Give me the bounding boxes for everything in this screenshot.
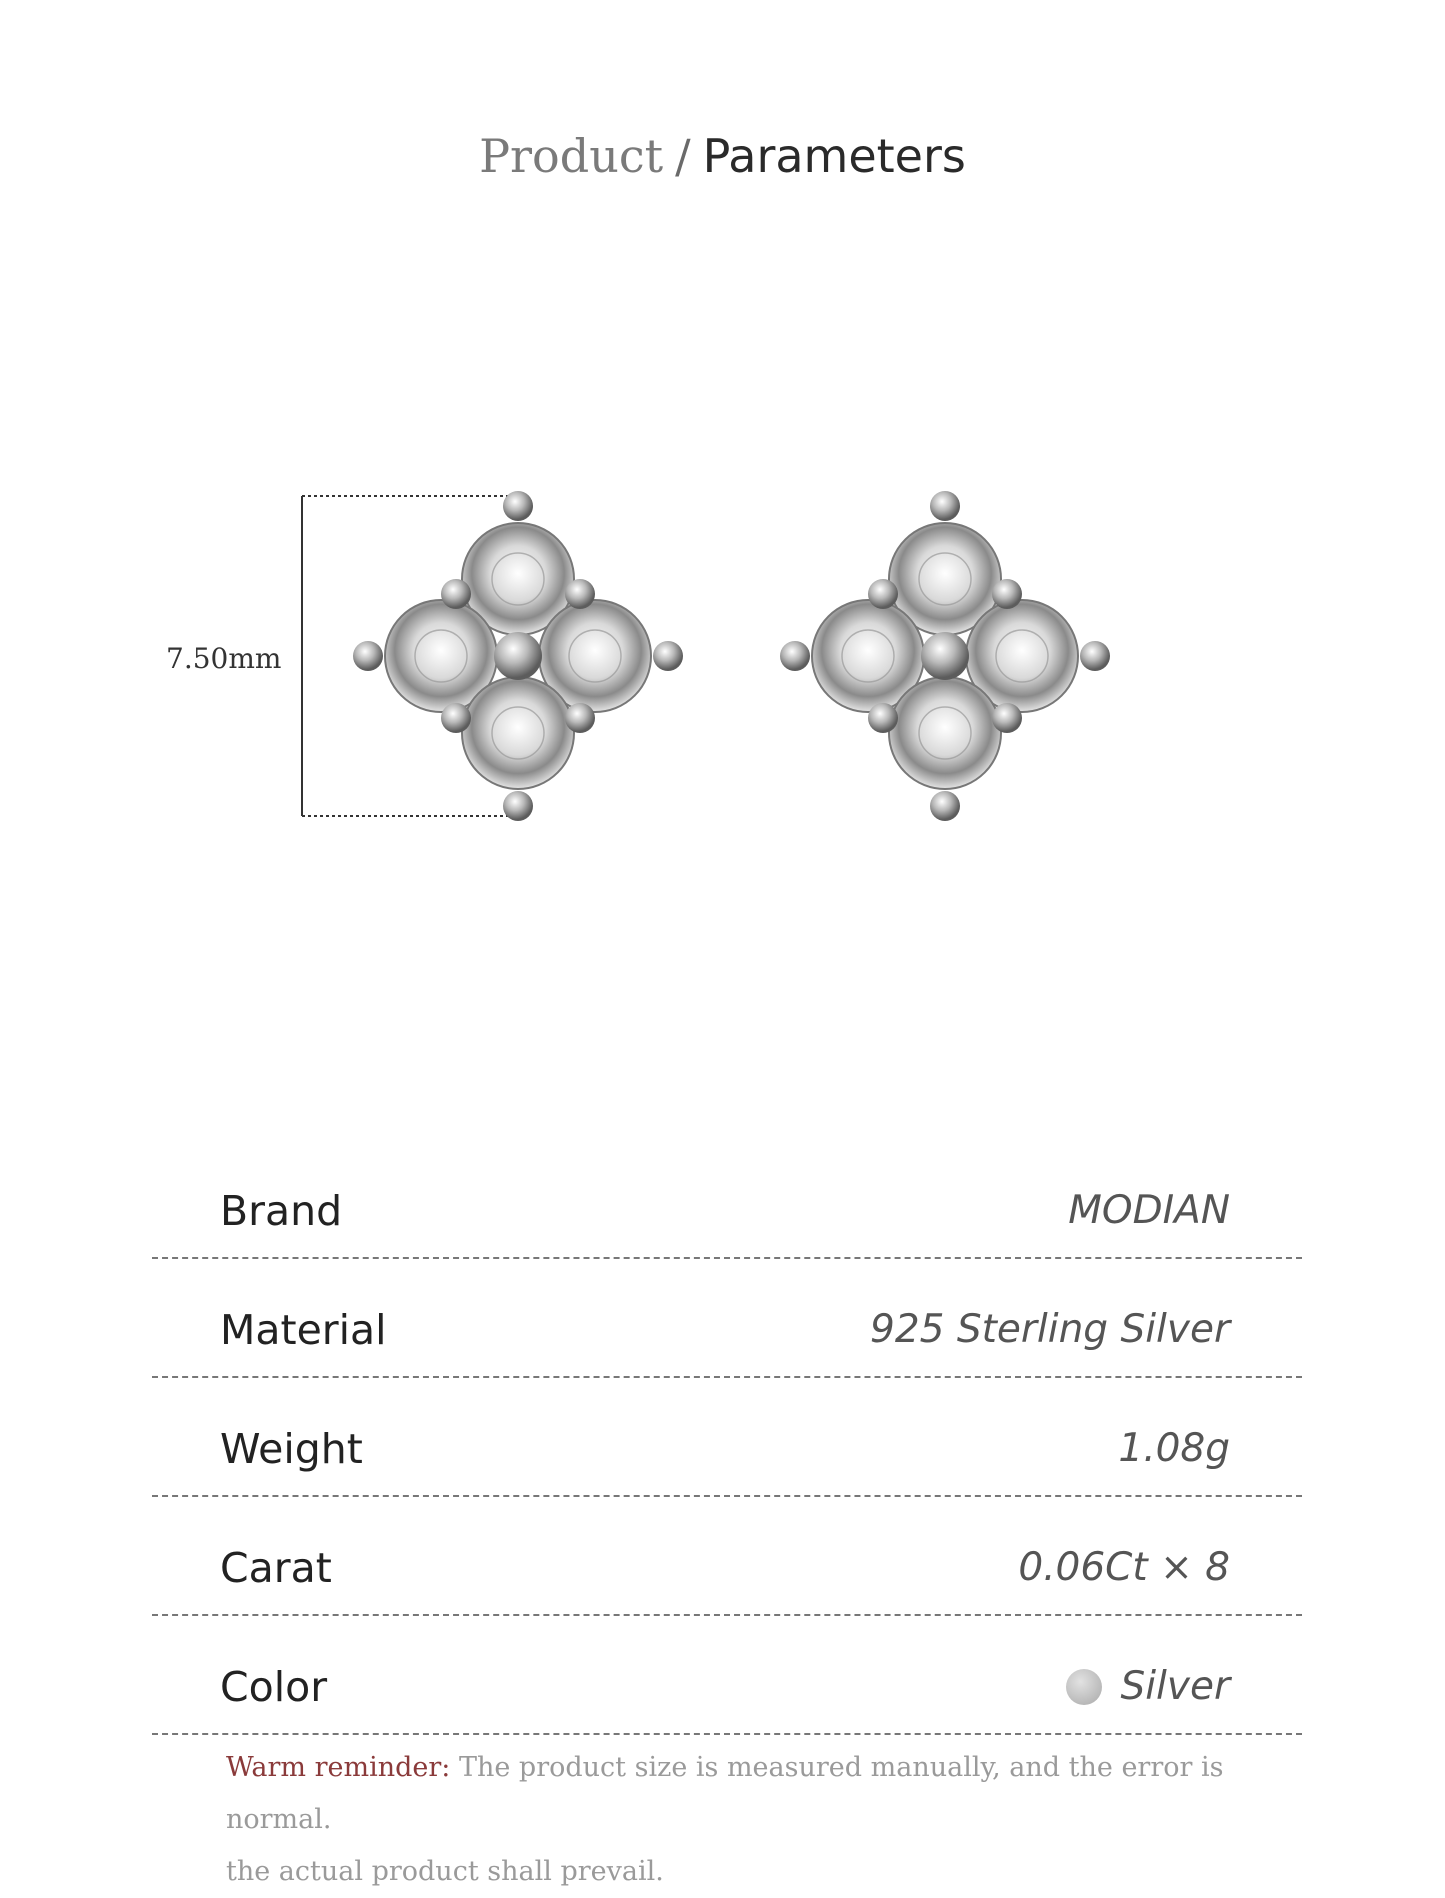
param-key: Brand [220, 1187, 343, 1235]
title-slash: / [675, 129, 691, 183]
earring-illustration [0, 470, 1445, 890]
reminder-line-1 [226, 1742, 1326, 1846]
param-key: Color [220, 1663, 328, 1711]
warm-reminder [226, 1742, 1326, 1898]
page-title [0, 126, 1445, 186]
dimension-label: 7.50mm [166, 642, 282, 675]
param-value: 1.08g [1118, 1426, 1230, 1471]
color-swatch-icon [1066, 1669, 1102, 1705]
param-row-color [152, 1616, 1302, 1735]
param-row-brand [152, 1140, 1302, 1259]
reminder-text-2: the actual product shall prevail. [226, 1856, 664, 1887]
color-value: Silver [1120, 1664, 1230, 1709]
param-value-color [1066, 1664, 1230, 1709]
param-value: MODIAN [1068, 1188, 1230, 1233]
reminder-label: Warm reminder: [226, 1752, 451, 1783]
param-row-carat [152, 1497, 1302, 1616]
title-parameters: Parameters [702, 129, 966, 183]
reminder-text-1: The product size is measured manually, and the error is normal. [226, 1752, 1224, 1835]
right-earring [780, 491, 1110, 821]
param-row-weight [152, 1378, 1302, 1497]
param-value: 0.06Ct × 8 [1018, 1545, 1230, 1590]
left-earring [353, 491, 683, 821]
param-row-material [152, 1259, 1302, 1378]
parameter-table [152, 1140, 1302, 1735]
param-value: 925 Sterling Silver [870, 1307, 1230, 1352]
param-key: Carat [220, 1544, 332, 1592]
title-product: Product [479, 129, 664, 183]
param-key: Weight [220, 1425, 363, 1473]
param-key: Material [220, 1306, 387, 1354]
